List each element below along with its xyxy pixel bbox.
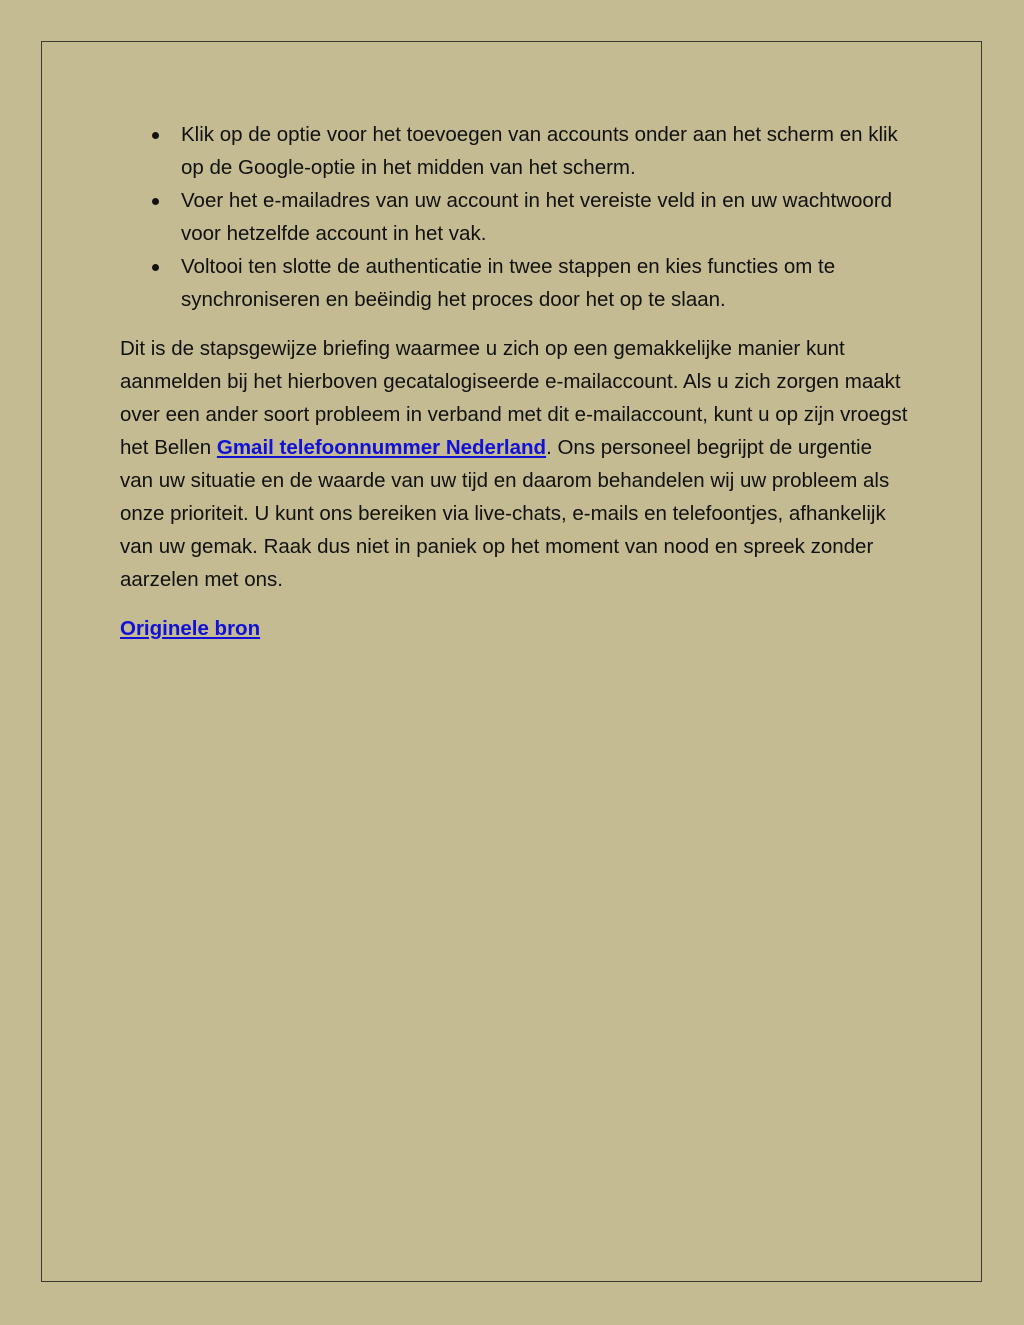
step-text: Voltooi ten slotte de authenticatie in twee stappen en kies functies om te synchroniseren en beëindig het proces door het op te slaan. [181, 255, 836, 311]
list-item [120, 184, 910, 250]
paragraph-text-after-link: . Ons personeel begrijpt de urgentie van uw situatie en de waarde van uw tijd en daarom behandelen wij uw probleem als onze prioriteit. U kunt ons bereiken via live-chats, e-mails en telefoontjes, afhankelijk van uw gemak. Raak dus niet in paniek op het moment van nood en spreek zonder aarzelen met ons. [120, 436, 890, 591]
document-content [120, 118, 910, 645]
step-text: Klik op de optie voor het toevoegen van accounts onder aan het scherm en klik op de Google-optie in het midden van het scherm. [181, 123, 898, 179]
list-item [120, 250, 910, 316]
bullet-icon [152, 264, 159, 271]
bullet-icon [152, 198, 159, 205]
list-item [120, 118, 910, 184]
bullet-icon [152, 132, 159, 139]
gmail-phone-link[interactable]: Gmail telefoonnummer Nederland [216, 436, 547, 459]
steps-list [120, 118, 910, 316]
body-paragraph [120, 332, 910, 596]
original-source-link[interactable]: Originele bron [120, 617, 261, 640]
source-paragraph [120, 612, 910, 645]
step-text: Voer het e-mailadres van uw account in het vereiste veld in en uw wachtwoord voor hetzelfde account in het vak. [181, 189, 893, 245]
paragraph-text-before-link: Dit is de stapsgewijze briefing waarmee u zich op een gemakkelijke manier kunt aanmelden bij het hierboven gecatalogiseerde e-mailaccount. Als u zich zorgen maakt over een ander soort probleem in verband met dit e-mailaccount, kunt u op zijn vroegst het Bellen [120, 337, 908, 459]
